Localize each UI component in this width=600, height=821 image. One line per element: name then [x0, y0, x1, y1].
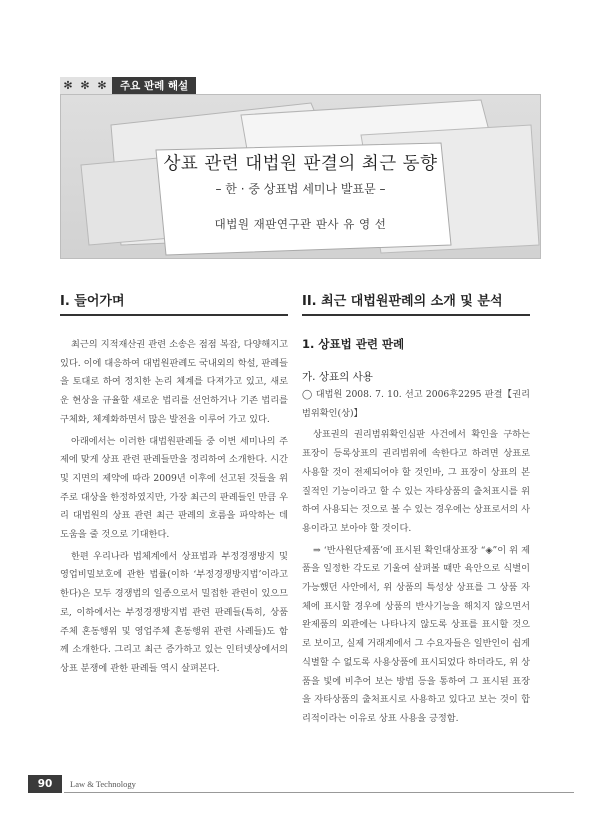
- right-column: [302, 290, 530, 732]
- paragraph: 상표권의 권리범위확인심판 사건에서 확인을 구하는 표장이 등록상표의 권리범위에 속한다고 하려면 상표로 사용할 것이 전제되어야 할 것인바, 그 표장이 상표의 본질적인 기능이라고 할 수 있는 자타상품의 출처표시를 위하여 사용되는 것으로 볼 수 있는 경우에는 상표로서의 사용이라고 보아야 할 것이다.: [302, 429, 530, 534]
- article-title: 상표 관련 대법원 판결의 최근 동향: [163, 154, 438, 174]
- tag-stars: ✻ ✻ ✻: [60, 77, 112, 94]
- title-banner: [60, 94, 541, 259]
- tag-label: 주요 판례 해설: [112, 77, 196, 94]
- article-subtitle: – 한 · 중 상표법 세미나 발표문 –: [215, 182, 386, 196]
- paper-decoration: [61, 95, 542, 260]
- section-heading-analysis: II. 최근 대법원판례의 소개 및 분석: [302, 294, 503, 309]
- page-number: 90: [28, 775, 62, 793]
- case-citation: ◯ 대법원 2008. 7. 10. 선고 2006후2295 판결【권리범위확인(상)】: [302, 389, 530, 419]
- journal-name: Law & Technology: [70, 779, 136, 789]
- section-tag: [60, 77, 196, 94]
- paragraph: 최근의 지적재산권 관련 소송은 점점 복잡, 다양해지고 있다. 이에 대응하여 대법원판례도 국내외의 학설, 판례들을 토대로 하여 정치한 논리 체계를 다져가고 있고, 새로운 현상을 규율할 새로운 법리를 선언하거나 기존 법리를 구체화, 체계화하면서 많은 발전을 이루어 가고 있다.: [60, 339, 288, 425]
- subsection-heading: 1. 상표법 관련 판례: [302, 337, 405, 351]
- paragraph: 아래에서는 이러한 대법원판례들 중 이번 세미나의 주제에 맞게 상표 관련 판례들만을 정리하여 소개한다. 시간 및 지면의 제약에 따라 2009년 이후에 선고된 것들을 위주로 대상을 한정하였지만, 가장 최근의 판례들인 만큼 우리 대법원의 상표 관련 최근 판례의 흐름을 파악하는 데 도움을 줄 것으로 기대한다.: [60, 435, 288, 541]
- subsubsection-heading: 가. 상표의 사용: [302, 371, 373, 383]
- section-heading-intro: I. 들어가며: [60, 294, 125, 309]
- article-author: 대법원 재판연구관 판사 유 영 선: [214, 217, 387, 231]
- footer-rule: [64, 792, 574, 793]
- left-column: [60, 290, 288, 682]
- heading-rule: [60, 314, 288, 316]
- paragraph: ⇒ ‘반사원단제품’에 표시된 확인대상표장 “◈”이 위 제품을 일정한 각도로 기울여 살펴볼 때만 육안으로 식별이 가능했던 사안에서, 위 상품의 특성상 상표를 그 상품 자체에 표시할 경우에 상품의 반사기능을 해치지 않으면서 완제품의 외관에는 나타나지 않도록 상표를 표시할 것으로 보이고, 실제 거래계에서 그 수요자들은 일반인이 쉽게 식별할 수 없도록 사용상품에 표시되었다 하더라도, 위 상품을 빛에 비추어 보는 방법 등을 통하여 그 표시된 표장을 자타상품의 출처표시로 사용하고 있다고 보는 것이 합리적이라는 이유로 상표 사용을 긍정함.: [302, 544, 530, 724]
- paragraph: 한편 우리나라 법체계에서 상표법과 부정경쟁방지 및 영업비밀보호에 관한 법률(이하 ‘부정경쟁방지법’이라고 한다)은 모두 경쟁법의 일종으로서 밀접한 관련이 있으므로, 이하에서는 부정경쟁방지법 관련 판례들(특히, 상품주체 혼동행위 및 영업주체 혼동행위 관련 사례들)도 함께 소개한다. 그리고 최근 증가하고 있는 인터넷상에서의 상표 분쟁에 관한 판례들 역시 살펴본다.: [60, 550, 288, 674]
- heading-rule: [302, 314, 530, 316]
